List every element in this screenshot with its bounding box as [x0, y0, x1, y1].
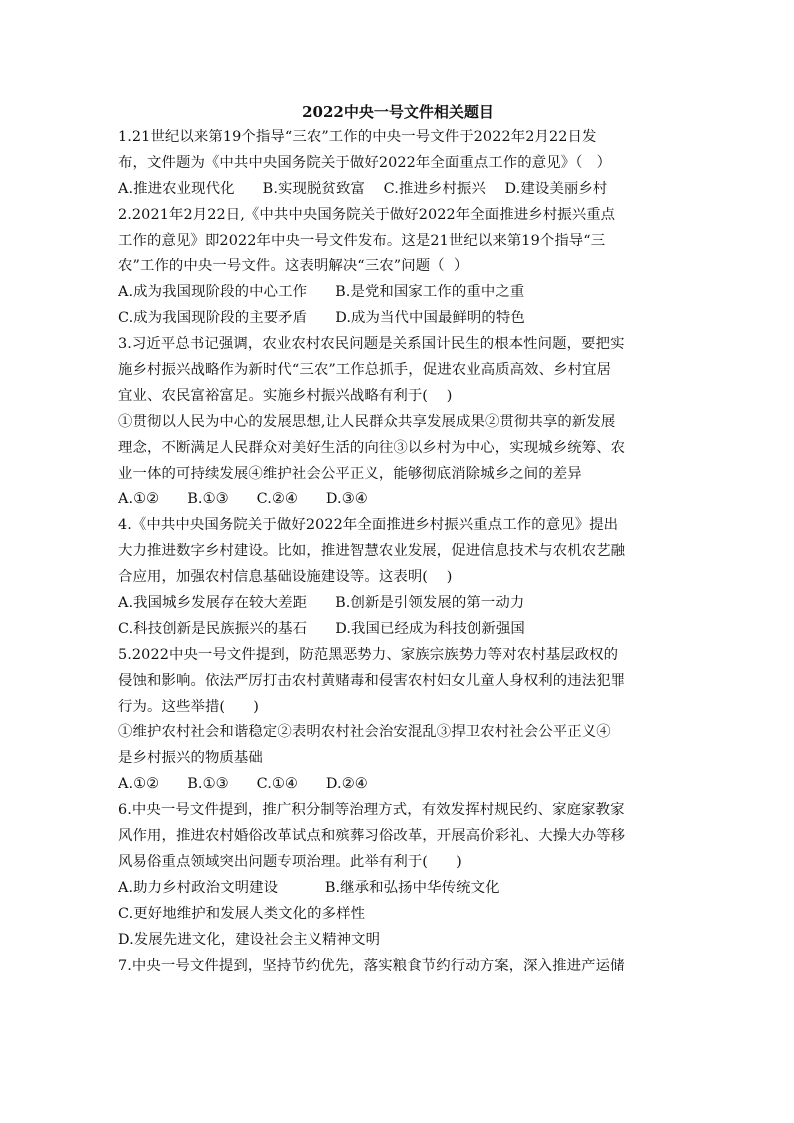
text-line: 大力推进数字乡村建设。比如，推进智慧农业发展，促进信息技术与农机农艺融 — [118, 543, 626, 560]
text-line: 1.21世纪以来第19个指导“三农”工作的中央一号文件于2022年2月22日发 — [118, 129, 597, 145]
text-line: 风易俗重点领域突出问题专项治理。此举有利于( ) — [118, 853, 462, 870]
option-line: A.①② B.①③ C.①④ D.②④ — [118, 776, 368, 793]
option-line: D.发展先进文化，建设社会主义精神文明 — [118, 931, 381, 948]
text-line: 6.中央一号文件提到，推广积分制等治理方式，有效发挥村规民约、家庭家教家 — [118, 802, 625, 819]
document-page — [118, 100, 678, 979]
text-line: 合应用，加强农村信息基础设施建设等。这表明( ) — [118, 569, 453, 586]
text-line: 工作的意见》即2022年中央一号文件发布。这是21世纪以来第19个指导“三 — [118, 232, 606, 249]
text-line: 4.《中共中央国务院关于做好2022年全面推进乡村振兴重点工作的意见》提出 — [118, 517, 619, 534]
text-line: 宜业、农民富裕富足。实施乡村振兴战略有利于( ) — [118, 387, 453, 404]
text-line: 施乡村振兴战略作为新时代“三农”工作总抓手，促进农业高质高效、乡村宜居 — [118, 362, 612, 379]
option-line: C.更好地维护和发展人类文化的多样性 — [118, 905, 366, 922]
text-line: 布，文件题为《中共中央国务院关于做好2022年全面重点工作的意见》（ ） — [118, 154, 612, 171]
option-line: A.推进农业现代化 B.实现脱贫致富 C.推进乡村振兴 D.建设美丽乡村 — [118, 180, 608, 197]
text-line: 业一体的可持续发展④维护社会公平正义，能够彻底消除城乡之间的差异 — [118, 465, 582, 482]
text-line: 是乡村振兴的物质基础 — [118, 750, 263, 767]
option-line: A.成为我国现阶段的中心工作 B.是党和国家工作的重中之重 — [118, 284, 525, 301]
option-line: C.成为我国现阶段的主要矛盾 D.成为当代中国最鲜明的特色 — [118, 310, 525, 327]
option-line: C.科技创新是民族振兴的基石 D.我国已经成为科技创新强国 — [118, 620, 525, 637]
option-line: A.我国城乡发展存在较大差距 B.创新是引领发展的第一动力 — [118, 595, 525, 612]
text-line: 理念，不断满足人民群众对美好生活的向往③以乡村为中心，实现城乡统筹、农 — [118, 439, 626, 456]
question-list — [118, 125, 678, 979]
document-title: 2022中央一号文件相关题目 — [302, 103, 494, 121]
text-line: 侵蚀和影响。依法严厉打击农村黄赌毒和侵害农村妇女儿童人身权利的违法犯罪 — [118, 672, 626, 689]
text-line: 风作用，推进农村婚俗改革试点和殡葬习俗改革，开展高价彩礼、大操大办等移 — [118, 828, 626, 845]
option-line: A.①② B.①③ C.②④ D.③④ — [118, 491, 368, 508]
text-line: ①贯彻以人民为中心的发展思想,让人民群众共享发展成果②贯彻共享的新发展 — [118, 413, 616, 430]
text-line: 行为。这些举措( ) — [118, 698, 259, 715]
text-line: 农”工作的中央一号文件。这表明解决“三农”问题（ ） — [118, 258, 469, 275]
text-line: 7.中央一号文件提到，坚持节约优先，落实粮食节约行动方案，深入推进产运储 — [118, 957, 625, 974]
option-line: A.助力乡村政治文明建设 B.继承和弘扬中华传统文化 — [118, 879, 500, 896]
text-line: 5.2022中央一号文件提到，防范黑恶势力、家族宗族势力等对农村基层政权的 — [118, 646, 619, 663]
text-line: ①维护农村社会和谐稳定②表明农村社会治安混乱③捍卫农村社会公平正义④ — [118, 724, 611, 741]
text-line: 3.习近平总书记强调，农业农村农民问题是关系国计民生的根本性问题，要把实 — [118, 336, 625, 353]
text-line: 2.2021年2月22日,《中共中央国务院关于做好2022年全面推进乡村振兴重点 — [118, 206, 616, 223]
